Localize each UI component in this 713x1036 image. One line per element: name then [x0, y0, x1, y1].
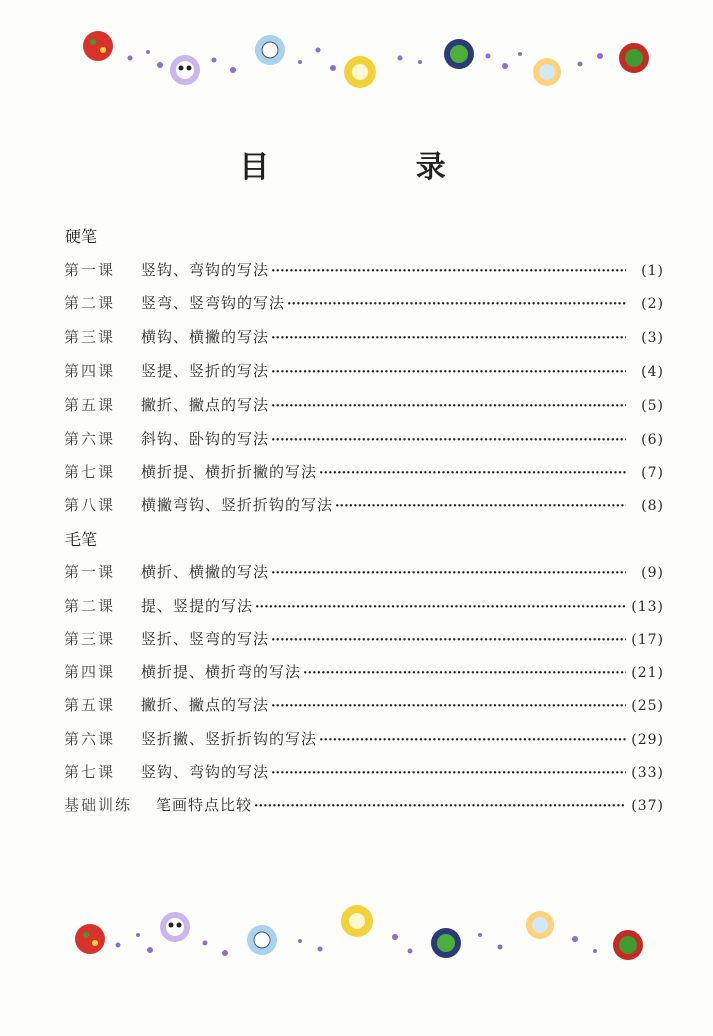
section-heading-hard-pen: 硬笔	[65, 227, 98, 246]
lesson-title: 竖钩、弯钩的写法	[141, 763, 270, 781]
turtle-icon	[247, 925, 277, 955]
page-number: (1)	[641, 263, 664, 279]
lesson-number: 第五课	[64, 396, 116, 414]
leader-dots	[271, 365, 626, 381]
toc-entry-basic-training[interactable]	[64, 794, 664, 816]
toc-entry[interactable]	[64, 494, 664, 516]
leader-dots	[271, 331, 626, 347]
lesson-number: 第六课	[64, 730, 116, 748]
page-number: (4)	[641, 364, 664, 380]
lesson-number: 第一课	[64, 563, 116, 581]
top-decoration	[0, 10, 713, 90]
leader-dots	[335, 499, 626, 515]
panda-icon	[160, 912, 190, 942]
toc-entry[interactable]	[64, 360, 664, 382]
leader-dots	[319, 733, 626, 749]
red-dragon-icon	[83, 31, 113, 61]
lesson-title: 横撇弯钩、竖折折钩的写法	[141, 496, 334, 514]
toc-entry[interactable]	[64, 561, 664, 583]
page-number: (8)	[641, 498, 664, 514]
page-number: (21)	[631, 665, 664, 681]
lesson-number: 第八课	[64, 496, 116, 514]
toc-entry[interactable]	[64, 628, 664, 650]
page-title: 目 录	[239, 150, 514, 185]
green-frog-icon	[444, 39, 474, 69]
leader-dots	[271, 633, 626, 649]
leader-dots	[303, 666, 626, 682]
page-number: (17)	[631, 632, 664, 648]
lesson-title: 横折、横撇的写法	[141, 563, 270, 581]
white-cat-icon	[526, 911, 554, 939]
page-number: (37)	[631, 798, 664, 814]
lesson-number: 第三课	[64, 328, 116, 346]
page-number: (13)	[631, 599, 664, 615]
toc-entry[interactable]	[64, 461, 664, 483]
page-number: (29)	[631, 732, 664, 748]
toc-entry[interactable]	[64, 326, 664, 348]
lesson-title: 横钩、横撇的写法	[141, 328, 270, 346]
panda-icon	[170, 55, 200, 85]
green-dragon-icon	[619, 43, 649, 73]
page-number: (5)	[641, 398, 664, 414]
page-number: (3)	[641, 330, 664, 346]
leader-dots	[271, 766, 626, 782]
toc-entry[interactable]	[64, 259, 664, 281]
leader-dots	[255, 600, 626, 616]
leader-dots	[271, 399, 626, 415]
lesson-title: 竖提、竖折的写法	[141, 362, 270, 380]
leader-dots	[254, 799, 626, 815]
red-dragon-icon	[75, 924, 105, 954]
lesson-title: 笔画特点比较	[156, 796, 253, 814]
lesson-number: 第三课	[64, 630, 116, 648]
leader-dots	[271, 699, 626, 715]
toc-entry[interactable]	[64, 661, 664, 683]
lesson-title: 竖钩、弯钩的写法	[141, 261, 270, 279]
lesson-number: 第五课	[64, 696, 116, 714]
lesson-title: 横折提、横折弯的写法	[141, 663, 302, 681]
lesson-number: 第四课	[64, 362, 116, 380]
page-number: (7)	[641, 465, 664, 481]
page-number: (2)	[641, 296, 664, 312]
leader-dots	[271, 264, 626, 280]
lesson-number: 基础训练	[64, 796, 133, 814]
lesson-title: 撇折、撇点的写法	[141, 696, 270, 714]
lesson-title: 竖折撇、竖折折钩的写法	[141, 730, 318, 748]
lesson-number: 第七课	[64, 763, 116, 781]
page-number: (9)	[641, 565, 664, 581]
lesson-number: 第七课	[64, 463, 116, 481]
leader-dots	[287, 297, 626, 313]
toc-entry[interactable]	[64, 728, 664, 750]
toc-entry[interactable]	[64, 428, 664, 450]
toc-entry[interactable]	[64, 595, 664, 617]
page-number: (33)	[631, 765, 664, 781]
lesson-number: 第四课	[64, 663, 116, 681]
toc-entry[interactable]	[64, 292, 664, 314]
leader-dots	[271, 433, 626, 449]
toc-entry[interactable]	[64, 394, 664, 416]
white-cat-icon	[533, 58, 561, 86]
leader-dots	[319, 466, 626, 482]
turtle-icon	[255, 35, 285, 65]
leader-dots	[271, 566, 626, 582]
toc-entry[interactable]	[64, 694, 664, 716]
page-number: (25)	[631, 698, 664, 714]
lesson-title: 斜钩、卧钩的写法	[141, 430, 270, 448]
bird-icon	[344, 56, 376, 88]
page-number: (6)	[641, 432, 664, 448]
toc-entry[interactable]	[64, 761, 664, 783]
green-frog-icon	[431, 928, 461, 958]
lesson-title: 提、竖提的写法	[141, 597, 254, 615]
bird-icon	[341, 905, 373, 937]
lesson-title: 撇折、撇点的写法	[141, 396, 270, 414]
lesson-title: 竖折、竖弯的写法	[141, 630, 270, 648]
section-heading-brush: 毛笔	[65, 530, 98, 549]
lesson-number: 第一课	[64, 261, 116, 279]
lesson-number: 第二课	[64, 294, 116, 312]
bottom-decoration	[0, 895, 713, 975]
green-dragon-icon	[613, 930, 643, 960]
lesson-number: 第六课	[64, 430, 116, 448]
lesson-title: 竖弯、竖弯钩的写法	[141, 294, 286, 312]
lesson-title: 横折提、横折折撇的写法	[141, 463, 318, 481]
lesson-number: 第二课	[64, 597, 116, 615]
